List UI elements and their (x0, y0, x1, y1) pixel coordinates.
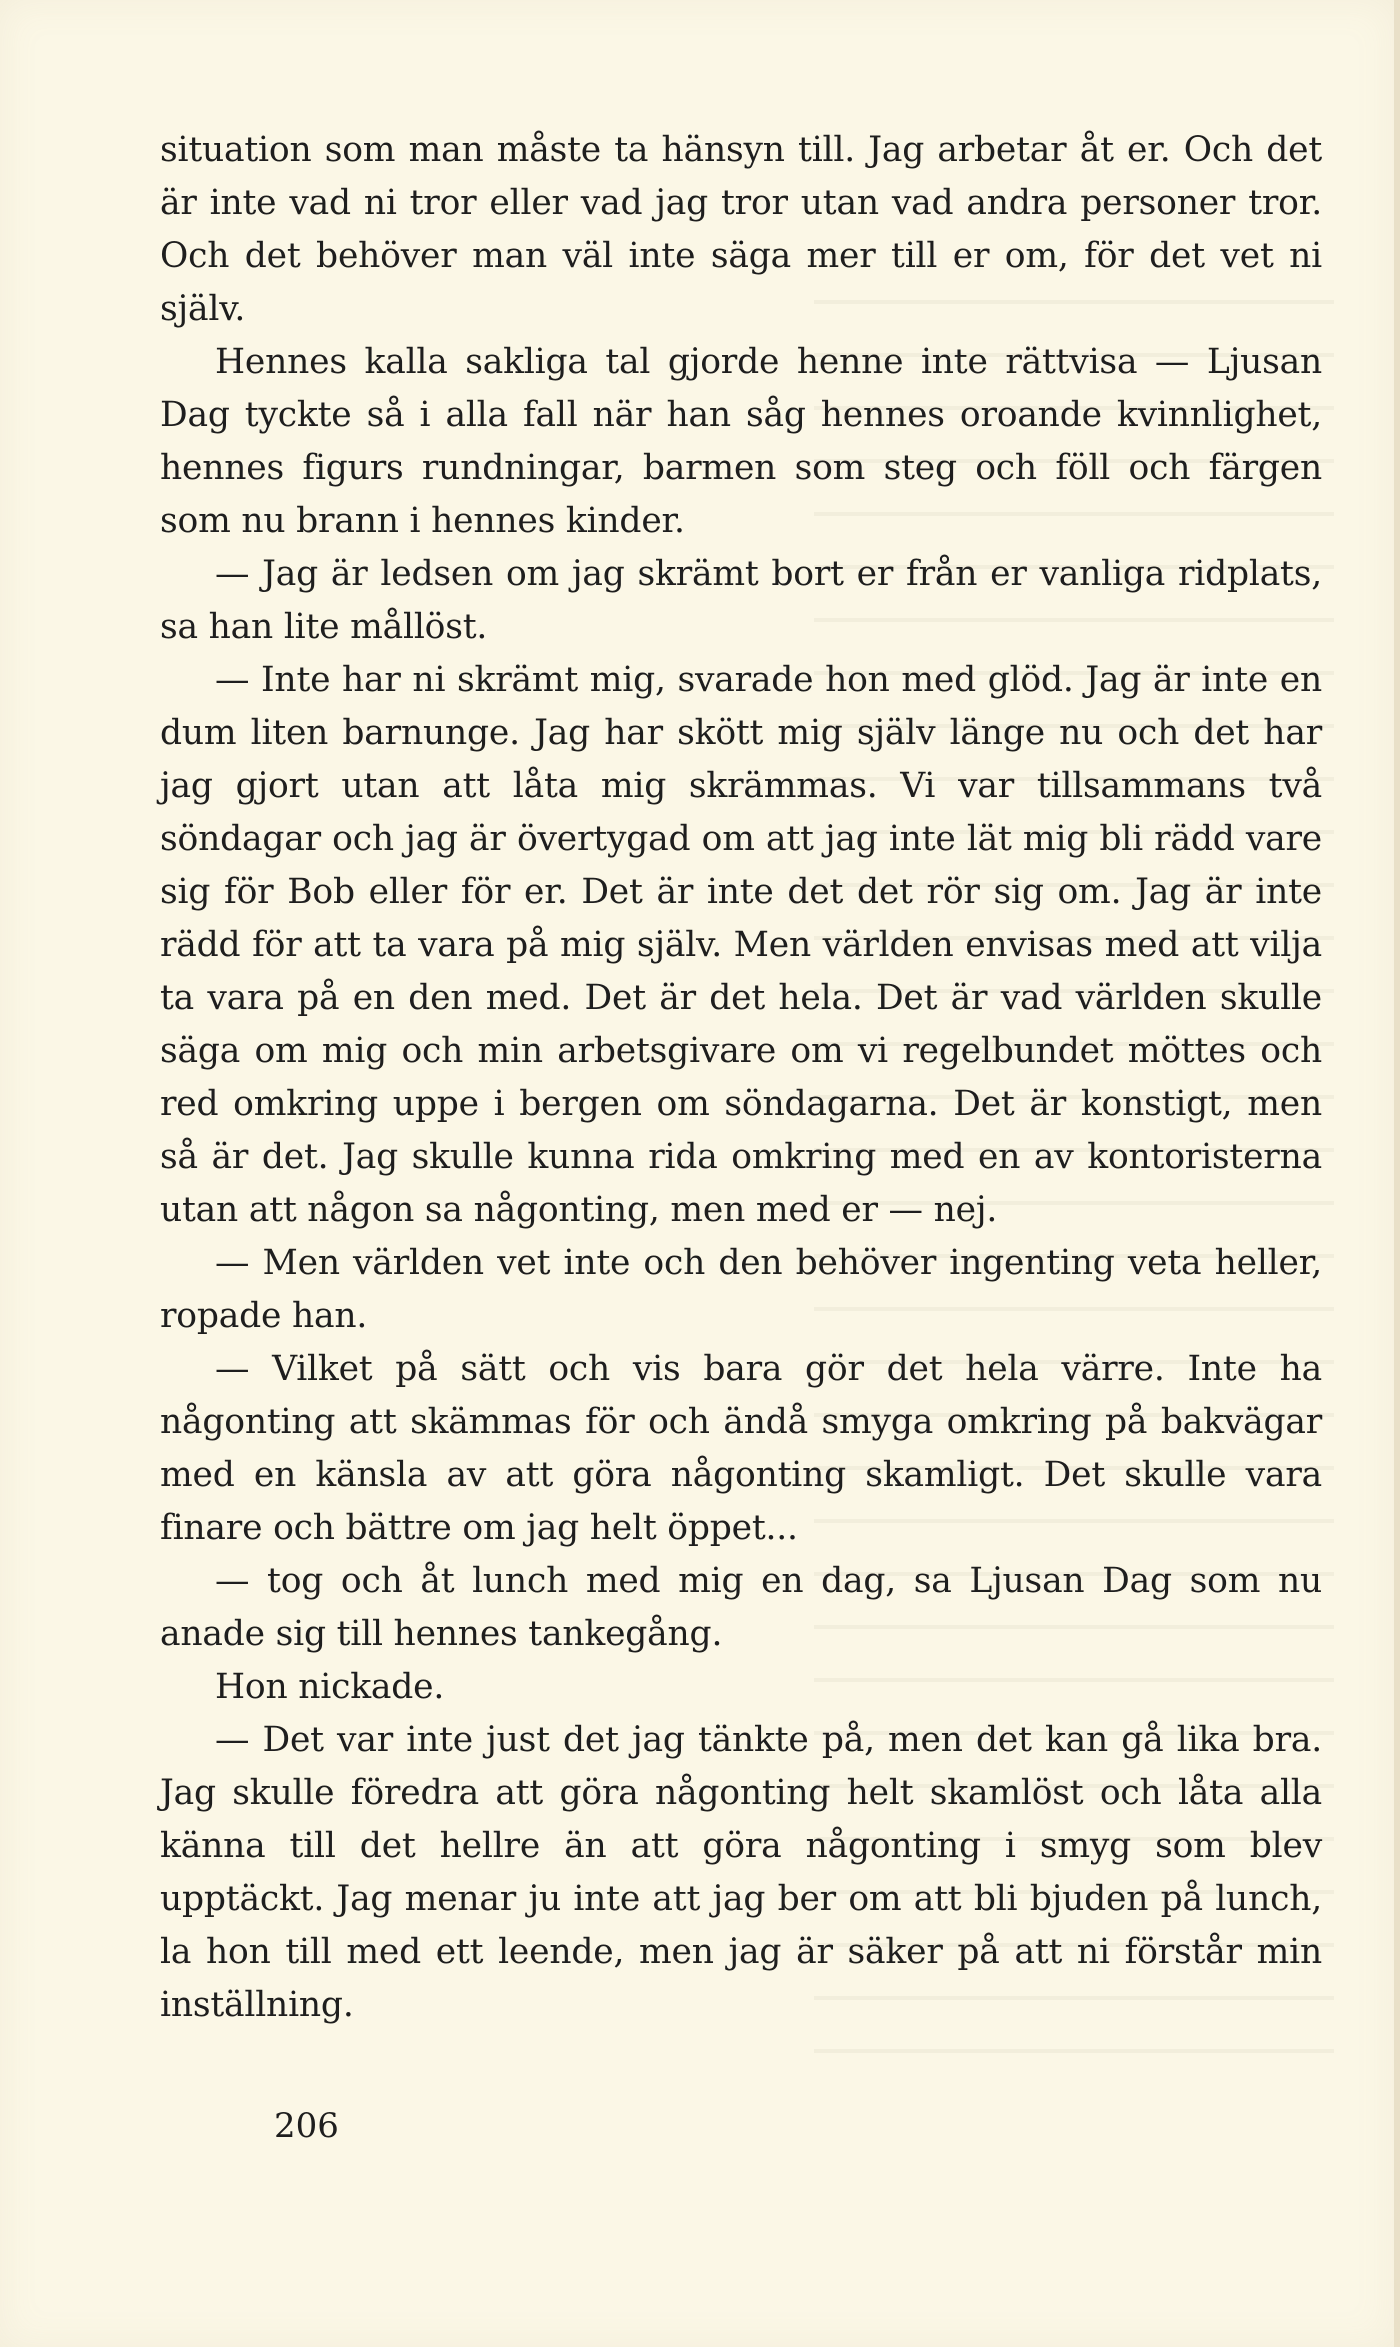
paragraph-6: — Vilket på sätt och vis bara gör det hela värre. Inte ha någonting att skämmas för och ändå smyga omkring på bakvägar med en känsla av att göra någonting skamligt. Det skulle vara finare och bättre om jag helt öppet... (160, 1349, 1322, 1548)
paragraph-3: — Jag är ledsen om jag skrämt bort er från er vanliga ridplats, sa han lite mållöst. (160, 554, 1322, 647)
body-text (160, 124, 1322, 2032)
paragraph-2: Hennes kalla sakliga tal gjorde henne inte rättvisa — Ljusan Dag tyckte så i alla fall när han såg hennes oroande kvinnlighet, hennes figurs rundningar, barmen som steg och föll och färgen som nu brann i hennes kinder. (160, 342, 1322, 541)
paragraph-5: — Men världen vet inte och den behöver ingenting veta heller, ropade han. (160, 1243, 1322, 1336)
paragraph-8: Hon nickade. (215, 1667, 445, 1707)
paragraph-9: — Det var inte just det jag tänkte på, men det kan gå lika bra. Jag skulle föredra att göra någonting helt skamlöst och låta alla känna till det hellre än att göra någonting i smyg som blev upptäckt. Jag menar ju inte att jag ber om att bli bjuden på lunch, la hon till med ett leende, men jag är säker på att ni förstår min inställning. (160, 1720, 1322, 2025)
page-number: 206 (274, 2106, 339, 2146)
paragraph-4: — Inte har ni skrämt mig, svarade hon med glöd. Jag är inte en dum liten barnunge. Jag har skött mig själv länge nu och det har jag gjort utan att låta mig skrämmas. Vi var tillsammans två söndagar och jag är övertygad om att jag inte lät mig bli rädd vare sig för Bob eller för er. Det är inte det det rör sig om. Jag är inte rädd för att ta vara på mig själv. Men världen envisas med att vilja ta vara på en den med. Det är det hela. Det är vad världen skulle säga om mig och min arbetsgivare om vi regelbundet möttes och red omkring uppe i bergen om söndagarna. Det är konstigt, men så är det. Jag skulle kunna rida omkring med en av kontoristerna utan att någon sa någonting, men med er — nej. (160, 660, 1322, 1230)
paragraph-7: — tog och åt lunch med mig en dag, sa Ljusan Dag som nu anade sig till hennes tankegång. (160, 1561, 1322, 1654)
paragraph-1: situation som man måste ta hänsyn till. Jag arbetar åt er. Och det är inte vad ni tror eller vad jag tror utan vad andra personer tror. Och det behöver man väl inte säga mer till er om, för det vet ni själv. (160, 130, 1322, 329)
